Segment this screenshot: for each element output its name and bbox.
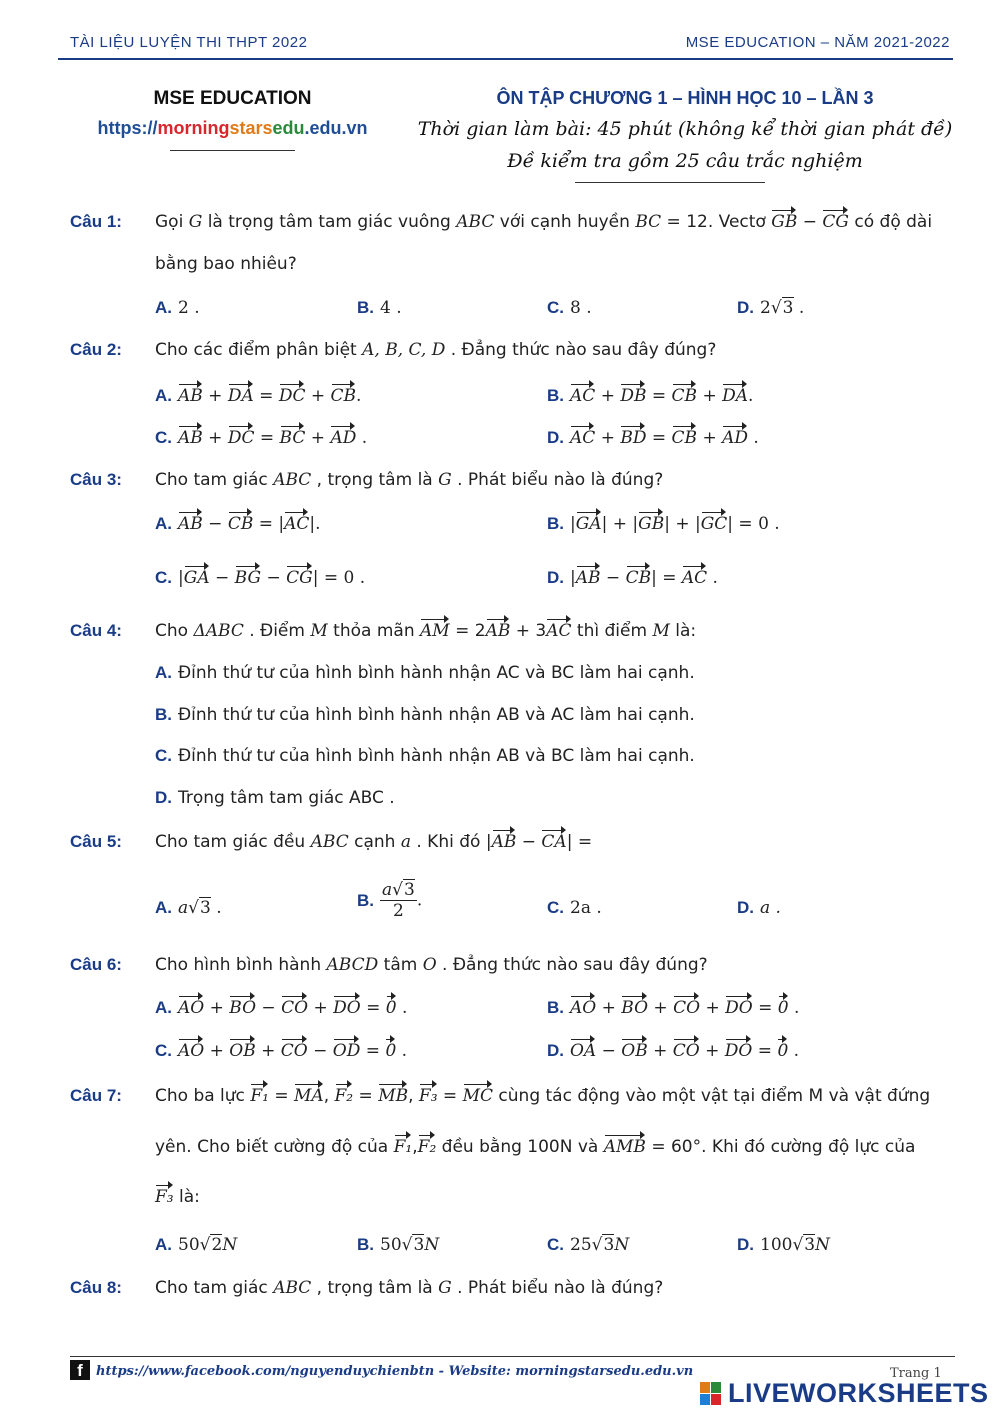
q3-option-c[interactable]: C. |GA − BG − CG| = 0 . (155, 568, 366, 588)
header-left: TÀI LIỆU LUYỆN THI THPT 2022 (70, 34, 308, 51)
q7-option-b[interactable]: B. 50√3N (357, 1235, 440, 1255)
q6-option-b[interactable]: B. AO + BO + CO + DO = 0 . (547, 998, 800, 1018)
q1-option-c[interactable]: C. 8 . (547, 298, 592, 318)
q4-option-a[interactable]: A. Đỉnh thứ tư của hình bình hành nhận AC và BC làm hai cạnh. (155, 663, 695, 683)
q3-option-d[interactable]: D. |AB − CB| = AC . (547, 568, 718, 588)
q4-text: Cho ΔABC . Điểm M thỏa mãn AM = 2AB + 3AC thì điểm M là: (155, 621, 697, 641)
exam-time: Thời gian làm bài: 45 phút (không kể thời gian phát đề) (417, 118, 953, 140)
header-divider (58, 58, 953, 60)
q1-option-d[interactable]: D. 2√3 . (737, 298, 805, 318)
q5-text: Cho tam giác đều ABC cạnh a . Khi đó |AB − CA| = (155, 832, 593, 852)
url-part-stars: stars (229, 118, 273, 138)
org-url[interactable] (70, 118, 395, 139)
url-part-morning: morning (157, 118, 230, 138)
liveworksheets-watermark (700, 1378, 1000, 1410)
exam-underline (575, 182, 765, 183)
q2-option-a[interactable]: A. AB + DA = DC + CB. (155, 386, 362, 406)
q7-text-line2: yên. Cho biết cường độ của F₁,F₂ đều bằng 100N và AMB = 60°. Khi đó cường độ lực của (155, 1137, 916, 1157)
exam-count: Đề kiểm tra gồm 25 câu trắc nghiệm (507, 150, 863, 172)
url-part-edu: edu (272, 118, 305, 138)
q5-option-a[interactable]: A. a√3 . (155, 898, 222, 918)
q2-text: Cho các điểm phân biệt A, B, C, D . Đẳng thức nào sau đây đúng? (155, 340, 717, 360)
footer-divider (70, 1356, 955, 1357)
top-header-bar (70, 30, 950, 58)
q7-text-line3: F₃ là: (155, 1187, 200, 1207)
q4-option-c[interactable]: C. Đỉnh thứ tư của hình bình hành nhận AB và BC làm hai cạnh. (155, 746, 695, 766)
q8-text: Cho tam giác ABC , trọng tâm là G . Phát biểu nào là đúng? (155, 1278, 664, 1298)
q1-option-b[interactable]: B. 4 . (357, 298, 402, 318)
q4-option-d[interactable]: D. Trọng tâm tam giác ABC . (155, 788, 395, 808)
liveworksheets-wordmark: LIVEWORKSHEETS (728, 1378, 989, 1408)
q5-option-b[interactable]: B. $\frac{a√3}{2}$ . (357, 880, 423, 921)
q3-label: Câu 3: (70, 470, 122, 489)
q4-option-b[interactable]: B. Đỉnh thứ tư của hình bình hành nhận AB và AC làm hai cạnh. (155, 705, 695, 725)
q6-text: Cho hình bình hành ABCD tâm O . Đẳng thức nào sau đây đúng? (155, 955, 708, 975)
q1-text: Gọi G là trọng tâm tam giác vuông ABC với cạnh huyền BC = 12. Vectơ GB − CG có độ dài (155, 212, 933, 232)
q3-option-a[interactable]: A. AB − CB = |AC|. (155, 514, 321, 534)
q6-label: Câu 6: (70, 955, 122, 974)
q4-label: Câu 4: (70, 621, 122, 640)
q3-option-b[interactable]: B. |GA| + |GB| + |GC| = 0 . (547, 514, 780, 534)
q6-option-a[interactable]: A. AO + BO − CO + DO = 0 . (155, 998, 408, 1018)
q2-label: Câu 2: (70, 340, 122, 359)
q5-option-c[interactable]: C. 2a . (547, 898, 602, 918)
q7-option-a[interactable]: A. 50√2N (155, 1235, 238, 1255)
facebook-icon: f (70, 1360, 90, 1380)
q2-option-c[interactable]: C. AB + DC = BC + AD . (155, 428, 368, 448)
q6-option-d[interactable]: D. OA − OB + CO + DO = 0 . (547, 1041, 800, 1061)
org-underline (170, 150, 295, 151)
liveworksheets-logo-icon (700, 1382, 722, 1406)
q2-option-b[interactable]: B. AC + DB = CB + DA. (547, 386, 754, 406)
q1-label: Câu 1: (70, 212, 122, 231)
q7-label: Câu 7: (70, 1086, 122, 1105)
q7-option-c[interactable]: C. 25√3N (547, 1235, 630, 1255)
q7-option-d[interactable]: D. 100√3N (737, 1235, 830, 1255)
header-right: MSE EDUCATION – NĂM 2021-2022 (685, 34, 950, 51)
org-name: MSE EDUCATION (153, 88, 312, 109)
url-part-prefix: https:// (97, 118, 158, 138)
q2-option-d[interactable]: D. AC + BD = CB + AD . (547, 428, 759, 448)
q5-option-d[interactable]: D. a . (737, 898, 781, 918)
q6-option-c[interactable]: C. AO + OB + CO − OD = 0 . (155, 1041, 408, 1061)
q3-text: Cho tam giác ABC , trọng tâm là G . Phát biểu nào là đúng? (155, 470, 664, 490)
url-part-suffix: .edu.vn (304, 118, 368, 138)
page-number: Trang 1 (890, 1366, 942, 1381)
q5-label: Câu 5: (70, 832, 122, 851)
q1-option-a[interactable]: A. 2 . (155, 298, 200, 318)
q1-text-line2: bằng bao nhiêu? (155, 254, 297, 274)
exam-title: ÔN TẬP CHƯƠNG 1 – HÌNH HỌC 10 – LẦN 3 (496, 88, 874, 108)
footer-links[interactable]: https://www.facebook.com/nguyenduychienbtn - Website: morningstarsedu.edu.vn (96, 1364, 694, 1379)
q7-text: Cho ba lực F₁ = MA, F₂ = MB, F₃ = MC cùng tác động vào một vật tại điểm M và vật đứng (155, 1086, 931, 1106)
q8-label: Câu 8: (70, 1278, 122, 1297)
